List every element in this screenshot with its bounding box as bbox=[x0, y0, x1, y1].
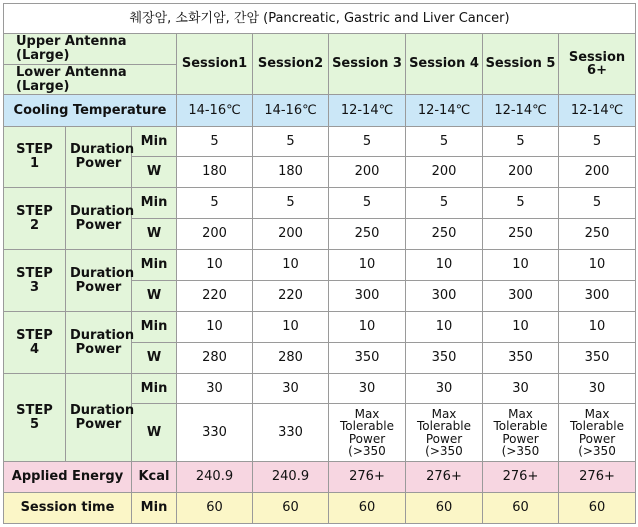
title-row bbox=[4, 4, 636, 34]
unit-min: Min bbox=[132, 126, 177, 156]
power-value: 200 bbox=[329, 157, 406, 188]
session-header: Session2 bbox=[253, 34, 329, 95]
power-value: 250 bbox=[329, 218, 406, 249]
energy-value: 276+ bbox=[483, 462, 559, 492]
cooling-value: 12-14℃ bbox=[406, 95, 483, 126]
session-time-value: 60 bbox=[177, 492, 253, 523]
power-value: 220 bbox=[253, 280, 329, 311]
duration-value: 5 bbox=[559, 126, 636, 156]
power-value: 350 bbox=[406, 342, 483, 373]
step-parameter: Duration Power bbox=[66, 250, 132, 312]
duration-value: 5 bbox=[406, 188, 483, 218]
duration-value: 10 bbox=[406, 250, 483, 280]
cooling-value: 14-16℃ bbox=[177, 95, 253, 126]
session-time-value: 60 bbox=[329, 492, 406, 523]
cooling-row bbox=[4, 95, 636, 126]
table-body bbox=[4, 4, 636, 524]
duration-value: 5 bbox=[483, 126, 559, 156]
step-label: STEP 3 bbox=[4, 250, 66, 312]
step-min-row bbox=[4, 312, 636, 342]
power-value: 330 bbox=[177, 404, 253, 462]
duration-value: 5 bbox=[483, 188, 559, 218]
energy-value: 240.9 bbox=[253, 462, 329, 492]
power-value: 330 bbox=[253, 404, 329, 462]
duration-value: 10 bbox=[559, 312, 636, 342]
duration-value: 30 bbox=[406, 373, 483, 403]
lower-antenna-label: Lower Antenna (Large) bbox=[4, 64, 177, 94]
power-value: 350 bbox=[483, 342, 559, 373]
energy-value: 276+ bbox=[329, 462, 406, 492]
step-parameter: Duration Power bbox=[66, 373, 132, 461]
session-header: Session 5 bbox=[483, 34, 559, 95]
session-header: Session1 bbox=[177, 34, 253, 95]
duration-value: 5 bbox=[177, 126, 253, 156]
step-label: STEP 4 bbox=[4, 312, 66, 374]
power-value: 280 bbox=[253, 342, 329, 373]
duration-value: 10 bbox=[329, 250, 406, 280]
power-value: 250 bbox=[559, 218, 636, 249]
power-value: Max Tolerable Power (>350 bbox=[559, 404, 636, 462]
power-value: 250 bbox=[406, 218, 483, 249]
power-value: 200 bbox=[253, 218, 329, 249]
duration-value: 10 bbox=[253, 312, 329, 342]
cooling-label: Cooling Temperature bbox=[4, 95, 177, 126]
cooling-value: 12-14℃ bbox=[559, 95, 636, 126]
power-value: Max Tolerable Power (>350 bbox=[483, 404, 559, 462]
session-time-unit: Min bbox=[132, 492, 177, 523]
unit-min: Min bbox=[132, 312, 177, 342]
step-min-row bbox=[4, 188, 636, 218]
energy-value: 276+ bbox=[406, 462, 483, 492]
cooling-value: 12-14℃ bbox=[329, 95, 406, 126]
step-parameter: Duration Power bbox=[66, 312, 132, 374]
power-value: 300 bbox=[559, 280, 636, 311]
session-header: Session 4 bbox=[406, 34, 483, 95]
session-time-row bbox=[4, 492, 636, 523]
unit-w: W bbox=[132, 280, 177, 311]
duration-value: 30 bbox=[253, 373, 329, 403]
session-time-value: 60 bbox=[253, 492, 329, 523]
power-value: 300 bbox=[406, 280, 483, 311]
step-label: STEP 2 bbox=[4, 188, 66, 250]
session-header: Session 3 bbox=[329, 34, 406, 95]
energy-value: 240.9 bbox=[177, 462, 253, 492]
power-value: 300 bbox=[483, 280, 559, 311]
unit-min: Min bbox=[132, 250, 177, 280]
duration-value: 10 bbox=[329, 312, 406, 342]
header-row-upper bbox=[4, 34, 636, 64]
step-parameter: Duration Power bbox=[66, 188, 132, 250]
unit-min: Min bbox=[132, 188, 177, 218]
step-min-row bbox=[4, 373, 636, 403]
upper-antenna-label: Upper Antenna (Large) bbox=[4, 34, 177, 64]
unit-w: W bbox=[132, 342, 177, 373]
duration-value: 10 bbox=[483, 250, 559, 280]
duration-value: 5 bbox=[253, 188, 329, 218]
duration-value: 10 bbox=[483, 312, 559, 342]
step-min-row bbox=[4, 250, 636, 280]
energy-unit: Kcal bbox=[132, 462, 177, 492]
energy-row bbox=[4, 462, 636, 492]
power-value: 220 bbox=[177, 280, 253, 311]
cooling-value: 12-14℃ bbox=[483, 95, 559, 126]
duration-value: 30 bbox=[177, 373, 253, 403]
session-time-value: 60 bbox=[406, 492, 483, 523]
duration-value: 5 bbox=[406, 126, 483, 156]
duration-value: 10 bbox=[253, 250, 329, 280]
duration-value: 30 bbox=[483, 373, 559, 403]
duration-value: 5 bbox=[253, 126, 329, 156]
session-time-label: Session time bbox=[4, 492, 132, 523]
duration-value: 5 bbox=[329, 188, 406, 218]
power-value: Max Tolerable Power (>350 bbox=[406, 404, 483, 462]
duration-value: 10 bbox=[559, 250, 636, 280]
step-label: STEP 5 bbox=[4, 373, 66, 461]
unit-min: Min bbox=[132, 373, 177, 403]
duration-value: 5 bbox=[177, 188, 253, 218]
step-label: STEP 1 bbox=[4, 126, 66, 188]
power-value: 180 bbox=[177, 157, 253, 188]
power-value: 200 bbox=[177, 218, 253, 249]
power-value: 250 bbox=[483, 218, 559, 249]
duration-value: 5 bbox=[559, 188, 636, 218]
power-value: 200 bbox=[406, 157, 483, 188]
unit-w: W bbox=[132, 218, 177, 249]
duration-value: 5 bbox=[329, 126, 406, 156]
step-parameter: Duration Power bbox=[66, 126, 132, 188]
unit-w: W bbox=[132, 157, 177, 188]
power-value: 350 bbox=[329, 342, 406, 373]
energy-value: 276+ bbox=[559, 462, 636, 492]
duration-value: 10 bbox=[177, 250, 253, 280]
power-value: 280 bbox=[177, 342, 253, 373]
power-value: 200 bbox=[559, 157, 636, 188]
power-value: 180 bbox=[253, 157, 329, 188]
power-value: Max Tolerable Power (>350 bbox=[329, 404, 406, 462]
duration-value: 30 bbox=[559, 373, 636, 403]
duration-value: 10 bbox=[406, 312, 483, 342]
table-title: 췌장암, 소화기암, 간암 (Pancreatic, Gastric and Liver Cancer) bbox=[4, 4, 636, 34]
unit-w: W bbox=[132, 404, 177, 462]
cooling-value: 14-16℃ bbox=[253, 95, 329, 126]
duration-value: 30 bbox=[329, 373, 406, 403]
power-value: 300 bbox=[329, 280, 406, 311]
session-time-value: 60 bbox=[483, 492, 559, 523]
power-value: 200 bbox=[483, 157, 559, 188]
protocol-table bbox=[3, 3, 636, 524]
duration-value: 10 bbox=[177, 312, 253, 342]
energy-label: Applied Energy bbox=[4, 462, 132, 492]
session-time-value: 60 bbox=[559, 492, 636, 523]
step-min-row bbox=[4, 126, 636, 156]
session-header: Session 6+ bbox=[559, 34, 636, 95]
power-value: 350 bbox=[559, 342, 636, 373]
